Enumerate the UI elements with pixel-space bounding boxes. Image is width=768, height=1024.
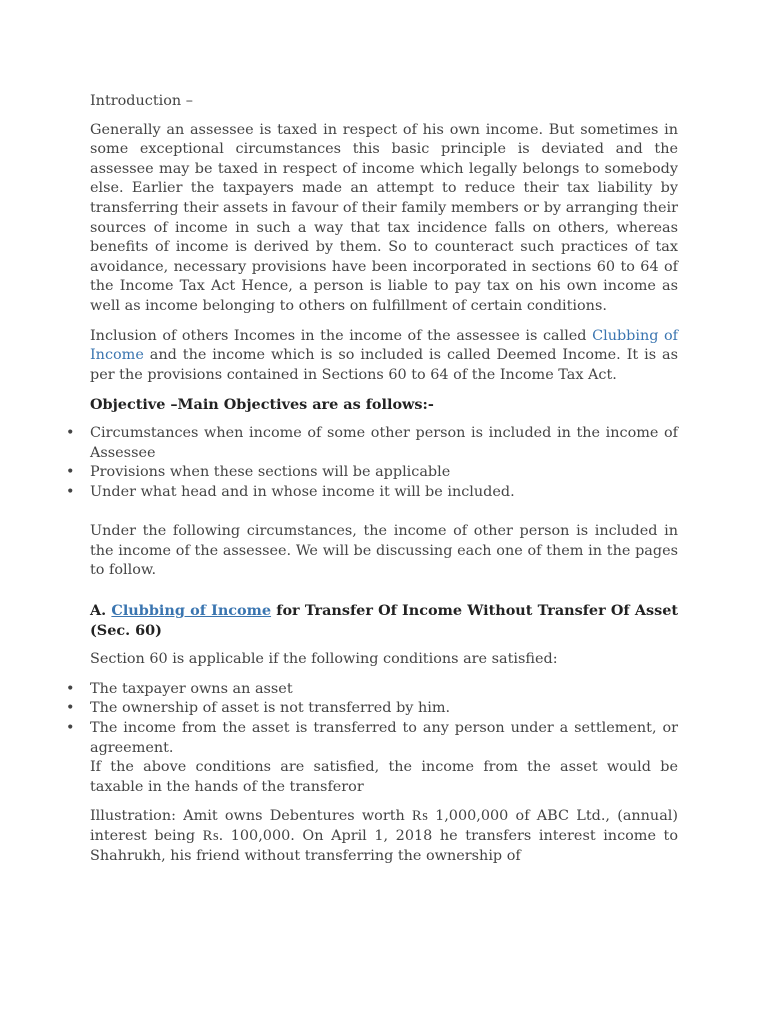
clubbing-of-income-link[interactable]: Clubbing of Income	[90, 327, 679, 364]
list-item: • The ownership of asset is not transferred by him.	[90, 699, 678, 719]
document-page	[90, 92, 678, 876]
section-60-intro: Section 60 is applicable if the following conditions are satisfied:	[90, 651, 558, 668]
conditions-list	[90, 680, 678, 758]
list-item: • The income from the asset is transferred to any person under a settlement, or agreement.	[90, 719, 678, 758]
circumstances-paragraph: Under the following circumstances, the income of other person is included in the income of the assessee. We will be discussing each one of them in the pages to follow.	[90, 523, 678, 579]
definition-text-before: Inclusion of others Incomes in the income of the assessee is called	[90, 327, 593, 344]
definition-text-after: and the income which is so included is called Deemed Income. It is as per the provisions contained in Sections 60 to 64 of the Income Tax Act.	[90, 347, 678, 383]
objectives-list	[90, 424, 678, 502]
list-item: • Under what head and in whose income it will be included.	[90, 483, 678, 503]
section-a-clubbing-link[interactable]: Clubbing of Income	[111, 602, 272, 620]
conditions-note: If the above conditions are satisfied, the income from the asset would be taxable in the hands of the transferor	[90, 759, 678, 795]
section-a-prefix: A.	[90, 602, 112, 620]
list-item: • Circumstances when income of some other person is included in the income of Assessee	[90, 424, 678, 463]
objective-heading: Objective –Main Objectives are as follows:-	[90, 396, 434, 414]
intro-heading: Introduction –	[90, 93, 193, 109]
section-a-title: for Transfer Of Income Without Transfer Of Asset (Sec. 60)	[90, 602, 678, 639]
list-item: • The taxpayer owns an asset	[90, 680, 678, 700]
illustration-paragraph: Illustration: Amit owns Debentures worth ₨ 1,000,000 of ABC Ltd., (annual) interest being ₨. 100,000. On April 1, 2018 he transfers interest income to Shahrukh, his friend without transferring the ownership of	[90, 808, 678, 864]
section-a-heading	[90, 601, 678, 640]
intro-paragraph: Generally an assessee is taxed in respect of his own income. But sometimes in some exceptional circumstances this basic principle is deviated and the assessee may be taxed in respect of income which legally belongs to somebody else. Earlier the taxpayers made an attempt to reduce their tax liability by transferring their assets in favour of their family members or by arranging their sources of income in such a way that tax incidence falls on others, whereas benefits of income is derived by them. So to counteract such practices of tax avoidance, necessary provisions have been incorporated in sections 60 to 64 of the Income Tax Act Hence, a person is liable to pay tax on his own income as well as income belonging to others on fulfillment of certain conditions.	[90, 121, 678, 314]
list-item: • Provisions when these sections will be applicable	[90, 463, 678, 483]
clubbing-definition-paragraph	[90, 327, 678, 386]
